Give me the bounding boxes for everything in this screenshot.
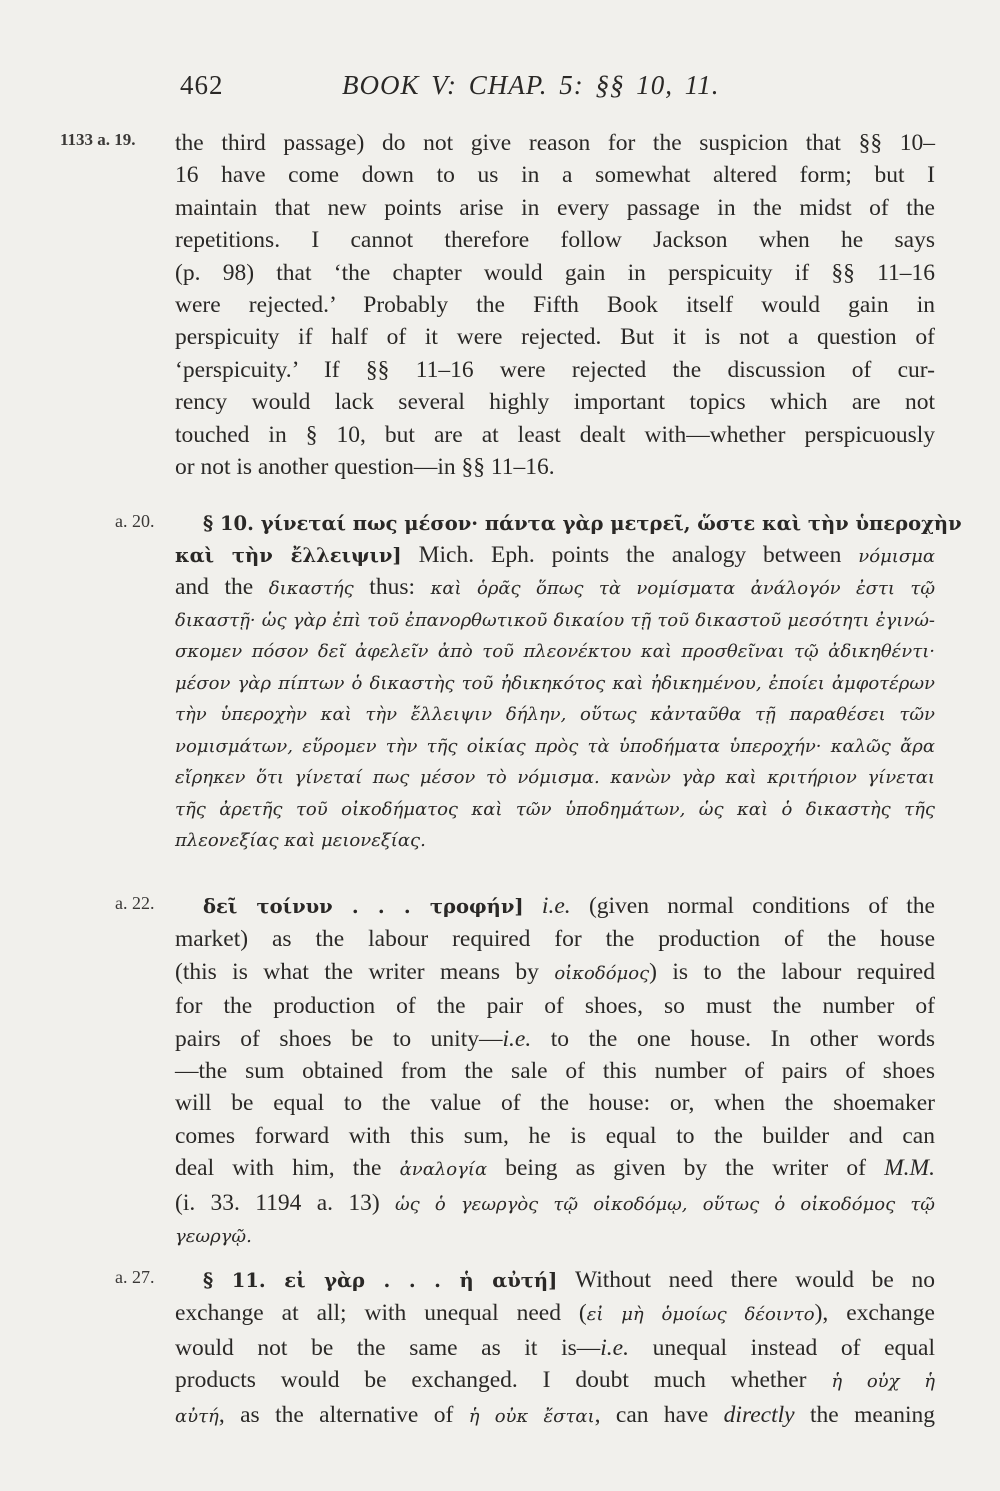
lemma: καὶ τὴν ἔλλειψιν] (175, 543, 402, 567)
greek-term: εἰ μὴ ὁμοίως δέοιντο (586, 1304, 815, 1326)
text-run: (this is what the writer means by (175, 958, 555, 985)
entry-text (175, 127, 935, 483)
greek-term: οἰκοδόμος (554, 962, 650, 984)
text-run: would not be the same as it is— (175, 1334, 601, 1361)
text-line (175, 1023, 935, 1055)
text-line: touched in § 10, but are at least dealt with—whether perspicuously (175, 421, 935, 448)
text-line: for the production of the pair of shoes, so must the number of (175, 993, 935, 1020)
text-line (175, 1399, 935, 1433)
lemma: § 10. γίνεταί πως μέσον· πάντα γὰρ μετρεῖ, ὥστε καὶ τὴν ὑπεροχὴν (203, 512, 962, 535)
lemma: § 11. εἰ γὰρ . . . ἡ αὐτή] (203, 1269, 558, 1292)
text-line: the third passage) do not give reason for the suspicion that §§ 10– (175, 130, 935, 156)
text-line: maintain that new points arise in every passage in the midst of the (175, 194, 935, 221)
line-reference: a. 27. (115, 1267, 155, 1287)
entry-text (175, 1264, 935, 1433)
line-reference: a. 22. (115, 893, 155, 913)
abbrev: i.e. (541, 893, 571, 919)
text-run: deal with him, the (175, 1155, 400, 1182)
text-run: to the one house. In other words (531, 1025, 935, 1052)
greek-quote-line: γεωργῷ. (175, 1226, 252, 1248)
text-run: , can have (594, 1401, 724, 1428)
greek-term: δικαστής (268, 578, 354, 599)
text-line: perspicuity if half of it were rejected. But it is not a question of (175, 324, 935, 351)
text-line: rency would lack several highly important topics which are not (175, 389, 935, 416)
text-run: unequal instead of equal (629, 1334, 935, 1361)
entry-text (175, 890, 935, 1253)
text-run: products would be exchanged. I doubt much whether (175, 1367, 832, 1394)
text-line (175, 572, 935, 605)
text-run: Without need there would be no (557, 1267, 935, 1293)
greek-term: ἡ οὐχ ἡ (831, 1371, 935, 1393)
abbrev: i.e. (502, 1025, 532, 1052)
text-line: will be equal to the value of the house: or, when the shoemaker (175, 1090, 935, 1117)
text-run: ) is to the labour required (649, 958, 935, 985)
text-run: (i. 33. 1194 a. 13) (175, 1189, 395, 1216)
text-line (175, 508, 962, 540)
abbrev: i.e. (600, 1334, 629, 1361)
text-run: Mich. Eph. points the analogy between (401, 541, 859, 568)
greek-quote-line: τῆς ἀρετῆς τοῦ οἰκοδήματος καὶ τῶν ὑποδημάτων, ὡς καὶ ὁ δικαστὴς τῆς (175, 798, 935, 820)
text-line: ‘perspicuity.’ If §§ 11–16 were rejected the discussion of cur- (175, 356, 935, 383)
text-run: thus: (353, 574, 431, 600)
text-line: comes forward with this sum, he is equal to the builder and can (175, 1122, 935, 1149)
text-line: market) as the labour required for the production of the house (175, 926, 935, 953)
text-line (175, 1332, 935, 1364)
greek-term: νόμισμα (858, 545, 935, 567)
greek-quote-line: εἴρηκεν ὅτι γίνεταί πως μέσον τὸ νόμισμα. κανὼν γὰρ καὶ κριτήριον γίνεται (175, 767, 935, 788)
line-reference: 1133 a. 19. (60, 130, 136, 149)
text-line (175, 890, 935, 923)
greek-quote: ὡς ὁ γεωργὸς τῷ οἰκοδόμῳ, οὕτως ὁ οἰκοδόμος τῷ (394, 1193, 935, 1215)
text-line: or not is another question—in §§ 11–16. (175, 454, 555, 481)
text-run: pairs of shoes be to unity— (175, 1025, 503, 1052)
text-run: and the (175, 574, 269, 600)
text-run: the meaning (794, 1401, 935, 1428)
text-run: , as the alternative of (218, 1401, 469, 1428)
text-line: were rejected.’ Probably the Fifth Book itself would gain in (175, 292, 935, 319)
greek-quote-line: δικαστῇ· ὡς γὰρ ἐπὶ τοῦ ἐπανορθωτικοῦ δικαίου τῇ τοῦ δικαστοῦ μεσότητι ἐγινώ- (175, 609, 935, 631)
greek-term: ἀναλογία (399, 1159, 488, 1181)
greek-quote-line: σκομεν πόσον δεῖ ἀφελεῖν ἀπὸ τοῦ πλεονέκτου καὶ προσθεῖναι τῷ ἀδικηθέντι· (175, 641, 935, 662)
text-line (175, 1187, 935, 1221)
text-run: ), exchange (814, 1300, 935, 1327)
text-line (175, 1264, 935, 1297)
text-line: (p. 98) that ‘the chapter would gain in perspicuity if §§ 11–16 (175, 259, 935, 286)
text-line (175, 1364, 935, 1398)
text-line (175, 540, 935, 573)
line-reference: a. 20. (115, 511, 155, 531)
page-number: 462 (180, 70, 224, 100)
text-line: 16 have come down to us in a somewhat altered form; but I (175, 162, 935, 189)
greek-term: αὐτή (175, 1405, 219, 1427)
text-line: —the sum obtained from the sale of this number of pairs of shoes (175, 1058, 935, 1085)
text-line (175, 1297, 935, 1331)
text-line (175, 956, 935, 990)
work-title: M.M. (884, 1155, 936, 1182)
running-header (180, 70, 800, 110)
greek-quote-line: τὴν ὑπεροχὴν καὶ τὴν ἔλλειψιν δήλην, οὕτως κἀνταῦθα τῇ παραθέσει τῶν (175, 704, 935, 725)
lemma: δεῖ τοίνυν . . . τροφήν] (203, 895, 524, 918)
text-run: (given normal conditions of the (570, 893, 935, 919)
text-run: exchange at all; with unequal need ( (175, 1300, 587, 1327)
greek-quote-line: μέσον γὰρ πίπτων ὁ δικαστὴς τοῦ ἠδικηκότος καὶ ἠδικημένου, ἐποίει ἀμφοτέρων (175, 672, 935, 694)
text-line: repetitions. I cannot therefore follow Jackson when he says (175, 227, 935, 254)
emphasis: directly (723, 1401, 795, 1428)
entry-text (175, 508, 962, 857)
greek-quote: καὶ ὁρᾶς ὅπως τὰ νομίσματα ἀνάλογόν ἐστι τῷ (430, 578, 936, 599)
text-run: being as given by the writer of (487, 1155, 885, 1182)
greek-quote-line: νομισμάτων, εὕρομεν τὴν τῆς οἰκίας πρὸς τὰ ὑποδήματα ὑπεροχήν· καλῶς ἄρα (175, 735, 935, 757)
text-line (175, 1152, 935, 1186)
greek-term: ἡ οὐκ ἔσται (468, 1405, 595, 1427)
greek-quote-line: πλεονεξίας καὶ μειονεξίας. (175, 830, 426, 851)
running-head: BOOK V: CHAP. 5: §§ 10, 11. (342, 70, 720, 100)
